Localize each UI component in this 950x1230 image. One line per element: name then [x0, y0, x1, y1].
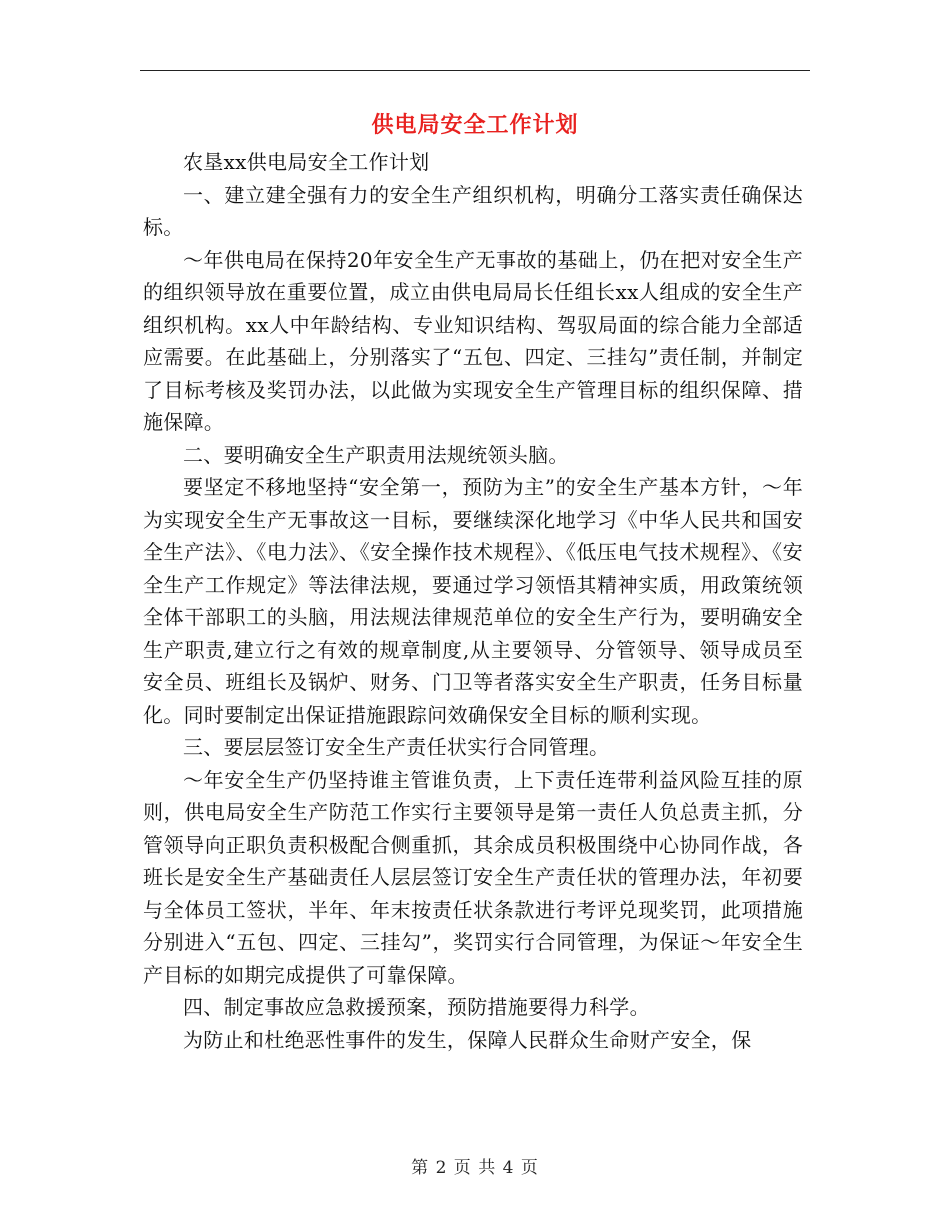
paragraph-section-4-body: 为防止和杜绝恶性事件的发生，保障人民群众生命财产安全，保	[183, 1027, 752, 1052]
document-body	[143, 146, 803, 1056]
paragraph-section-2-body: 要坚定不移地坚持“安全第一，预防为主”的安全生产基本方针，～年为实现安全生产无事故这一目标，要继续深化地学习《中华人民共和国安全生产法》、《电力法》、《安全操作技术规程》、《低压电气技术规程》、《安全生产工作规定》等法律法规，要通过学习领悟其精神实质，用政策统领全体干部职工的头脑，用法规法律规范单位的安全生产行为，要明确安全生产职责,建立行之有效的规章制度,从主要领导、分管领导、领导成员至安全员、班组长及锅炉、财务、门卫等者落实安全生产职责，任务目标量化。同时要制定出保证措施跟踪问效确保安全目标的顺利实现。	[143, 475, 803, 727]
header-rule	[140, 70, 810, 71]
document-title: 供电局安全工作计划	[371, 112, 579, 138]
paragraph-subtitle: 农垦xx供电局安全工作计划	[183, 150, 430, 174]
paragraph-section-1-heading: 一、建立建全强有力的安全生产组织机构，明确分工落实责任确保达标。	[143, 182, 803, 239]
page-number: 第 2 页 共 4 页	[411, 1158, 539, 1178]
paragraph-section-3-heading: 三、要层层签订安全生产责任状实行合同管理。	[183, 735, 610, 759]
paragraph-section-2-heading: 二、要明确安全生产职责用法规统领头脑。	[183, 442, 569, 467]
paragraph-section-3-body: ～年安全生产仍坚持谁主管谁负责，上下责任连带利益风险互挂的原则，供电局安全生产防范工作实行主要领导是第一责任人负总责主抓，分管领导向正职负责积极配合侧重抓，其余成员积极围绕中心协同作战，各班长是安全生产基础责任人层层签订安全生产责任状的管理办法，年初要与全体员工签状，半年、年末按责任状条款进行考评兑现奖罚，此项措施分别进入“五包、四定、三挂勾”，奖罚实行合同管理，为保证～年安全生产目标的如期完成提供了可靠保障。	[143, 767, 803, 987]
paragraph-section-4-heading: 四、制定事故应急救援预案，预防措施要得力科学。	[183, 995, 650, 1019]
paragraph-section-1-body: ～年供电局在保持20年安全生产无事故的基础上，仍在把对安全生产的组织领导放在重要位置，成立由供电局局长任组长xx人组成的安全生产组织机构。xx人中年龄结构、专业知识结构、驾驭局面的综合能力全部适应需要。在此基础上，分别落实了“五包、四定、三挂勾”责任制，并制定了目标考核及奖罚办法，以此做为实现安全生产管理目标的组织保障、措施保障。	[143, 247, 803, 434]
